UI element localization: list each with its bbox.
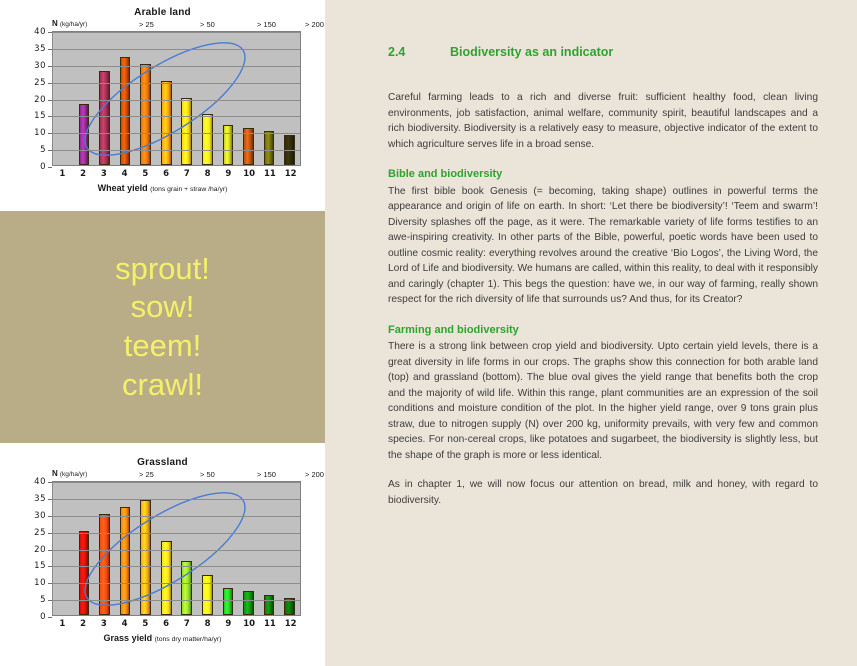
y-tick-label: 40 <box>34 27 46 37</box>
x-tick-label: 8 <box>204 169 211 179</box>
bar <box>181 561 192 615</box>
y-tick-label: 10 <box>34 578 46 589</box>
bar-cell <box>238 32 259 165</box>
x-tick-label: 1 <box>59 169 66 179</box>
x-axis-ticks-arable <box>52 166 301 182</box>
bar-cell <box>218 482 239 615</box>
y-tick-label: 25 <box>34 527 46 538</box>
bar-cell <box>218 32 239 165</box>
bar <box>79 531 90 615</box>
x-tick-label: 2 <box>80 619 87 629</box>
olive-line-crawl: crawl! <box>122 366 203 402</box>
bar-cell <box>176 482 197 615</box>
x-tick-label: 12 <box>284 619 297 629</box>
bar-cell <box>115 482 136 615</box>
nitrogen-threshold-150-grassland: > 150 <box>257 470 276 479</box>
bar-cell <box>53 482 74 615</box>
bar-cell <box>238 482 259 615</box>
y-axis-ticks-grassland <box>0 477 52 622</box>
chart-arable-land <box>0 0 325 211</box>
x-tick-label: 10 <box>243 169 256 179</box>
bar <box>161 81 172 165</box>
y-axis-ticks-arable <box>0 27 52 172</box>
x-axis-ticks-grassland <box>52 616 301 632</box>
bar-cell <box>74 482 95 615</box>
bar-cell <box>135 32 156 165</box>
chart-title-arable: Arable land <box>134 7 191 18</box>
plot-grid-grassland <box>52 481 301 616</box>
olive-quote-panel <box>0 211 325 443</box>
right-column <box>325 0 857 666</box>
bar-cell <box>259 482 280 615</box>
x-tick-label: 9 <box>225 619 232 629</box>
bar-cell <box>156 32 177 165</box>
y-tick-label: 20 <box>34 94 46 105</box>
x-tick-label: 8 <box>204 619 211 629</box>
gridline <box>53 600 300 601</box>
bar <box>202 114 213 165</box>
x-tick-label: 4 <box>121 169 128 179</box>
bar-cell <box>53 32 74 165</box>
bible-heading: Bible and biodiversity <box>388 168 503 180</box>
chart-title-grassland: Grassland <box>137 457 188 468</box>
gridline <box>53 550 300 551</box>
intro-paragraph: Careful farming leads to a rich and diverse fruit: sufficient healthy food, clean living environments, job satisfaction, animal welfare, community spirit, beautiful landscapes and a rich biodiversity. Biodiversity is a relatively easy to measure, objective indicator of the extent to which agriculture serves life in a broad sense. <box>388 92 818 150</box>
bar <box>264 131 275 165</box>
x-tick-label: 7 <box>183 619 190 629</box>
y-tick-label: 25 <box>34 77 46 88</box>
nitrogen-threshold-200-arable: > 200 <box>305 20 324 29</box>
bar-cell <box>176 32 197 165</box>
x-tick-label: 5 <box>142 619 149 629</box>
plot-grid-arable <box>52 31 301 166</box>
y-tick-label: 0 <box>40 162 46 172</box>
y-tick-label: 15 <box>34 561 46 572</box>
bible-paragraph: The first bible book Genesis (= becoming, taking shape) outlines in powerful terms the appearance and origin of life on earth. In short: ‘Let there be biodiversity’! ‘Teem and swarm’! Diversity splashes off the page, as it were. The remarkable variety of life forms testifies to an awe-inspiring creativity. In other parts of the Bible, powerful, poetic words have been used to outline cosmic reality: everything revolves around the creative ‘Bio Logos’, the Living Word, the Lord of Life and biodiversity. We humans are called, within this reality, to deal with it responsibly and caringly (chapter 1). This begs the question: have we, in our way of farming, really shown respect for the rich diversity of life that surrounds us? And thus, for its Creator? <box>388 185 818 306</box>
farming-paragraph: There is a strong link between crop yield and biodiversity. Upto certain yield levels, there is a great diversity in life forms in our crops. The graphs show this connection for both arable land (top) and grassland (bottom). The blue oval gives the yield range that benefits both the crop and the majority of wild life. Within this range, plant communities are an expression of the soil conditions and moisture condition of the plot. In the higher yield range, over 9 tons grain plus straw, due to nitrogen supply (N) over 200 kg, uniformity prevails, with very few and common species. For non-cereal crops, like potatoes and sugarbeet, the biodiversity is slightly less, but the shape of the graph is more or less identical. <box>388 341 818 461</box>
x-tick-label: 10 <box>243 619 256 629</box>
bar <box>223 588 234 615</box>
bar <box>243 591 254 615</box>
x-tick-label: 9 <box>225 169 232 179</box>
bar-cell <box>279 32 300 165</box>
olive-line-sprout: sprout! <box>115 250 210 286</box>
x-tick-label: 1 <box>59 619 66 629</box>
bar-cell <box>279 482 300 615</box>
x-tick-label: 3 <box>100 169 107 179</box>
bar-cell <box>94 32 115 165</box>
gridline <box>53 516 300 517</box>
x-tick-label: 5 <box>142 169 149 179</box>
bar-cell <box>115 32 136 165</box>
olive-line-teem: teem! <box>123 328 202 363</box>
bar <box>264 595 275 615</box>
bar <box>120 57 131 165</box>
x-axis-label-arable: Wheat yield (tons grain + straw /ha/yr) <box>97 183 228 193</box>
bar-cell <box>259 32 280 165</box>
bar <box>202 575 213 616</box>
gridline <box>53 482 300 483</box>
y-tick-label: 35 <box>34 493 46 504</box>
x-tick-label: 11 <box>263 619 276 629</box>
y-tick-label: 0 <box>40 612 46 622</box>
nitrogen-legend-label-arable: N (kg/ha/yr) <box>52 19 88 28</box>
bar <box>79 104 90 165</box>
y-tick-label: 10 <box>34 128 46 139</box>
left-column <box>0 0 325 666</box>
gridline <box>53 499 300 500</box>
bar <box>223 125 234 166</box>
section-number: 2.4 <box>388 45 406 59</box>
plot-area-grassland <box>0 477 325 622</box>
x-tick-label: 6 <box>163 169 170 179</box>
gridline <box>53 32 300 33</box>
farming-heading: Farming and biodiversity <box>388 323 519 336</box>
closing-paragraph: As in chapter 1, we will now focus our attention on bread, milk and honey, with regard to biodiversity. <box>388 479 818 506</box>
x-tick-label: 2 <box>80 169 87 179</box>
x-axis-label-grassland: Grass yield (tons dry matter/ha/yr) <box>103 633 222 643</box>
x-tick-label: 4 <box>121 619 128 629</box>
x-tick-label: 11 <box>263 169 276 179</box>
gridline <box>53 533 300 534</box>
bar <box>120 507 131 615</box>
y-tick-label: 15 <box>34 111 46 122</box>
bar <box>181 98 192 166</box>
gridline <box>53 100 300 101</box>
nitrogen-legend-arable <box>52 18 324 31</box>
bar-cell <box>197 32 218 165</box>
document-body <box>388 43 818 522</box>
bar <box>140 500 151 615</box>
gridline <box>53 150 300 151</box>
gridline <box>53 49 300 50</box>
y-tick-label: 5 <box>40 145 46 156</box>
x-tick-label: 12 <box>284 169 297 179</box>
bar-cell <box>74 32 95 165</box>
chart-grassland <box>0 443 325 666</box>
bar-cell <box>197 482 218 615</box>
y-tick-label: 30 <box>34 60 46 71</box>
nitrogen-threshold-25-grassland: > 25 <box>139 470 154 479</box>
x-tick-label: 3 <box>100 619 107 629</box>
bar <box>161 541 172 615</box>
nitrogen-legend-grassland <box>52 468 324 481</box>
bar-cell <box>94 482 115 615</box>
y-tick-label: 5 <box>40 595 46 606</box>
section-title: Biodiversity as an indicator <box>450 45 614 59</box>
bar-cell <box>135 482 156 615</box>
y-tick-label: 20 <box>34 544 46 555</box>
nitrogen-threshold-200-grassland: > 200 <box>305 470 324 479</box>
y-tick-label: 40 <box>34 477 46 487</box>
nitrogen-threshold-50-arable: > 50 <box>200 20 215 29</box>
x-tick-label: 6 <box>163 619 170 629</box>
y-tick-label: 35 <box>34 43 46 54</box>
nitrogen-threshold-150-arable: > 150 <box>257 20 276 29</box>
y-tick-label: 30 <box>34 510 46 521</box>
gridline <box>53 83 300 84</box>
gridline <box>53 133 300 134</box>
nitrogen-threshold-50-grassland: > 50 <box>200 470 215 479</box>
nitrogen-legend-label-grassland: N (kg/ha/yr) <box>52 469 88 478</box>
gridline <box>53 116 300 117</box>
plot-area-arable <box>0 27 325 172</box>
nitrogen-threshold-25-arable: > 25 <box>139 20 154 29</box>
section-heading <box>388 43 818 62</box>
gridline <box>53 583 300 584</box>
olive-line-sow: sow! <box>130 289 195 325</box>
gridline <box>53 566 300 567</box>
x-tick-label: 7 <box>183 169 190 179</box>
gridline <box>53 66 300 67</box>
bar-cell <box>156 482 177 615</box>
